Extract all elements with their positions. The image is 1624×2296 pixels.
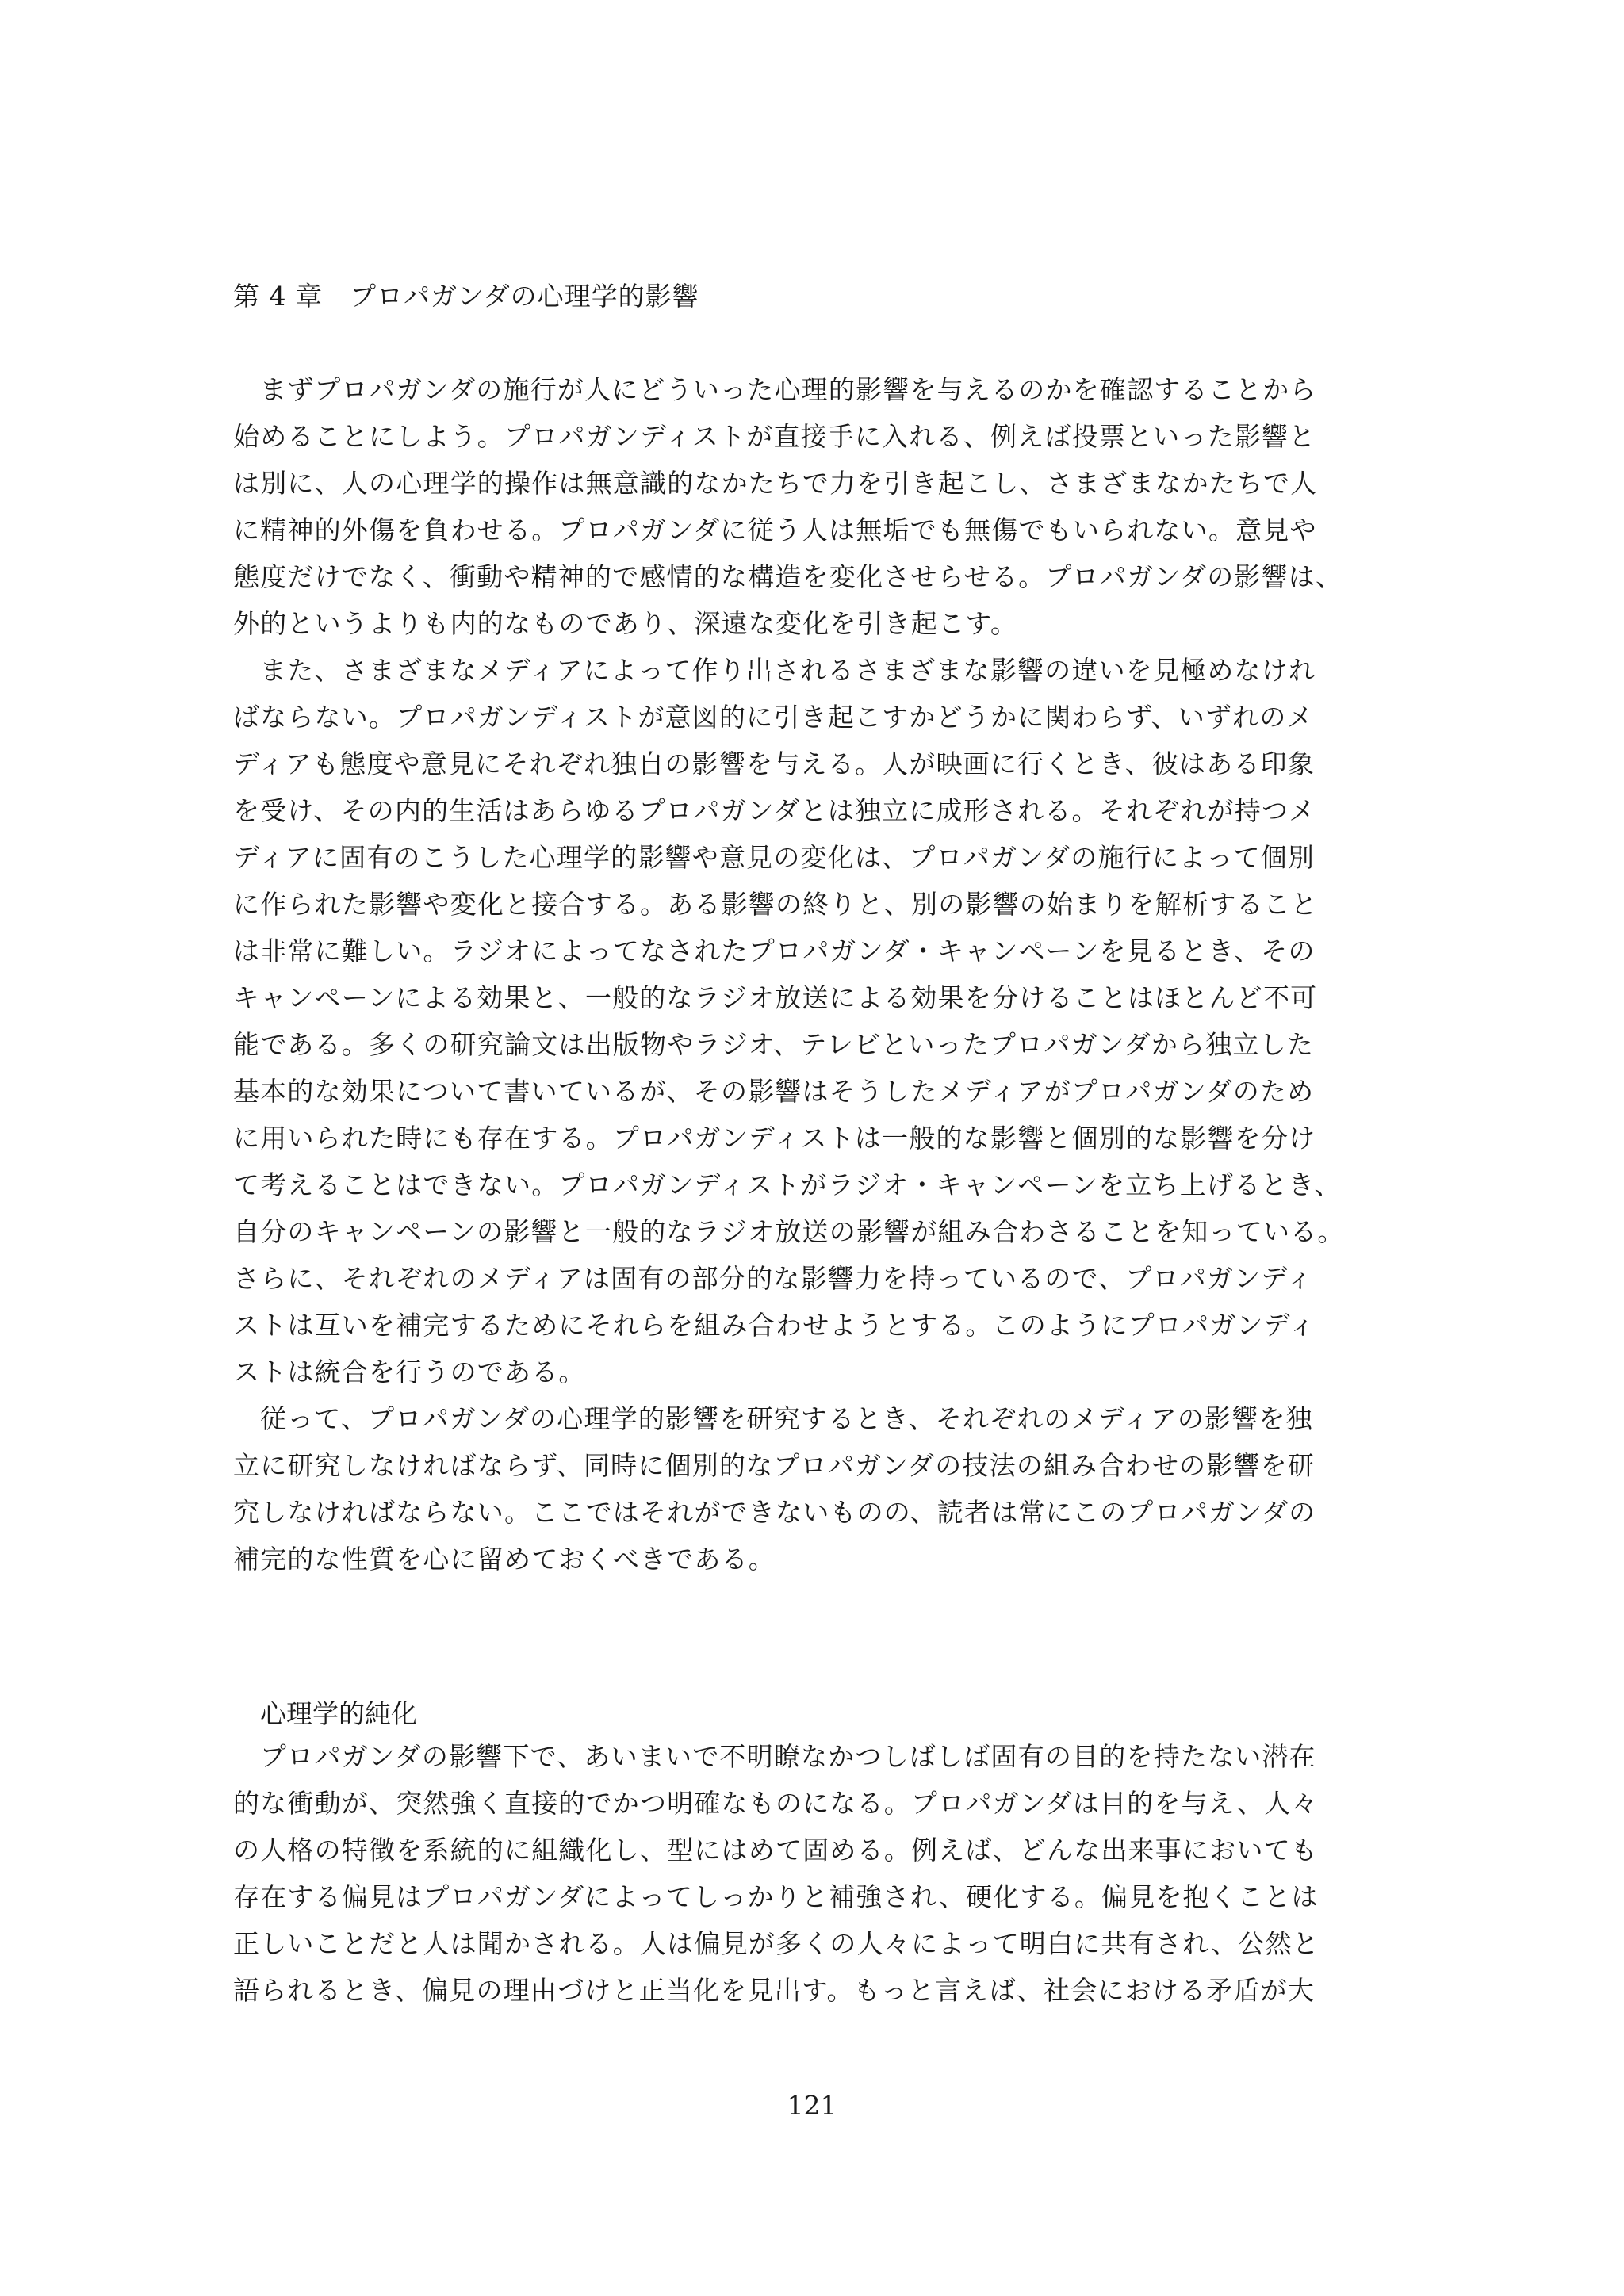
text-line: 始めることにしよう。プロパガンディストが直接手に入れる、例えば投票といった影響と bbox=[233, 421, 1316, 452]
text-line: に作られた影響や変化と接合する。ある影響の終りと、別の影響の始まりを解析すること bbox=[233, 889, 1318, 920]
text-line: は別に、人の心理学的操作は無意識的なかたちで力を引き起こし、さまざまなかたちで人 bbox=[233, 468, 1318, 499]
text-line: 立に研究しなければならず、同時に個別的なプロパガンダの技法の組み合わせの影響を研 bbox=[233, 1450, 1316, 1481]
text-line: ストは統合を行うのである。 bbox=[233, 1357, 586, 1387]
text-line: さらに、それぞれのメディアは固有の部分的な影響力を持っているので、プロパガンディ bbox=[233, 1263, 1314, 1294]
text-line: キャンペーンによる効果と、一般的なラジオ放送による効果を分けることはほとんど不可 bbox=[233, 982, 1318, 1013]
text-line: 自分のキャンペーンの影響と一般的なラジオ放送の影響が組み合わさることを知っている。 bbox=[233, 1216, 1345, 1247]
paragraph-2 bbox=[233, 647, 1399, 1395]
text-line: 補完的な性質を心に留めておくべきである。 bbox=[233, 1544, 776, 1575]
text-line: 存在する偏見はプロパガンダによってしっかりと補強され、硬化する。偏見を抱くことは bbox=[233, 1881, 1319, 1912]
text-line: 的な衝動が、突然強く直接的でかつ明確なものになる。プロパガンダは目的を与え、人々 bbox=[233, 1788, 1319, 1819]
text-line: の人格の特徴を系統的に組織化し、型にはめて固める。例えば、どんな出来事においても bbox=[233, 1835, 1318, 1866]
text-line: に精神的外傷を負わせる。プロパガンダに従う人は無垢でも無傷でもいられない。意見や bbox=[233, 515, 1317, 545]
text-line: 態度だけでなく、衝動や精神的で感情的な構造を変化させらせる。プロパガンダの影響は、 bbox=[233, 561, 1343, 592]
text-line: 語られるとき、偏見の理由づけと正当化を見出す。もっと言えば、社会における矛盾が大 bbox=[233, 1975, 1316, 2006]
text-line: ストは互いを補完するためにそれらを組み合わせようとする。このようにプロパガンディ bbox=[233, 1310, 1316, 1341]
chapter-title: 第 4 章 プロパガンダの心理学的影響 bbox=[233, 281, 699, 312]
section-heading: 心理学的純化 bbox=[260, 1698, 417, 1729]
text-line: て考えることはできない。プロパガンディストがラジオ・キャンペーンを立ち上げるとき、 bbox=[233, 1169, 1342, 1200]
text-line: ディアも態度や意見にそれぞれ独自の影響を与える。人が映画に行くとき、彼はある印象 bbox=[233, 748, 1316, 779]
text-line: また、さまざまなメディアによって作り出されるさまざまな影響の違いを見極めなけれ bbox=[260, 655, 1316, 686]
page-number: 121 bbox=[787, 2090, 837, 2121]
text-line: ディアに固有のこうした心理学的影響や意見の変化は、プロパガンダの施行によって個別 bbox=[233, 842, 1316, 873]
text-line: 従って、プロパガンダの心理学的影響を研究するとき、それぞれのメディアの影響を独 bbox=[260, 1403, 1313, 1434]
text-line: ばならない。プロパガンディストが意図的に引き起こすかどうかに関わらず、いずれのメ bbox=[233, 702, 1314, 733]
text-line: まずプロパガンダの施行が人にどういった心理的影響を与えるのかを確認することから bbox=[260, 374, 1317, 405]
text-line: 能である。多くの研究論文は出版物やラジオ、テレビといったプロパガンダから独立した bbox=[233, 1029, 1315, 1060]
text-line: プロパガンダの影響下で、あいまいで不明瞭なかつしばしば固有の目的を持たない潜在 bbox=[260, 1741, 1316, 1772]
text-line: 究しなければならない。ここではそれができないものの、読者は常にこのプロパガンダの bbox=[233, 1497, 1316, 1528]
text-line: 正しいことだと人は聞かされる。人は偏見が多くの人々によって明白に共有され、公然と bbox=[233, 1928, 1320, 1959]
text-line: は非常に難しい。ラジオによってなされたプロパガンダ・キャンペーンを見るとき、その bbox=[233, 936, 1316, 966]
text-line: 外的というよりも内的なものであり、深遠な変化を引き起こす。 bbox=[233, 608, 1018, 639]
text-line: を受け、その内的生活はあらゆるプロパガンダとは独立に成形される。それぞれが持つメ bbox=[233, 795, 1316, 826]
paragraph-3 bbox=[233, 1395, 1399, 1582]
paragraph-1 bbox=[233, 366, 1399, 647]
text-line: 基本的な効果について書いているが、その影響はそうしたメディアがプロパガンダのため bbox=[233, 1076, 1315, 1107]
section-paragraph bbox=[233, 1733, 1399, 2014]
text-line: に用いられた時にも存在する。プロパガンディストは一般的な影響と個別的な影響を分け bbox=[233, 1123, 1316, 1154]
